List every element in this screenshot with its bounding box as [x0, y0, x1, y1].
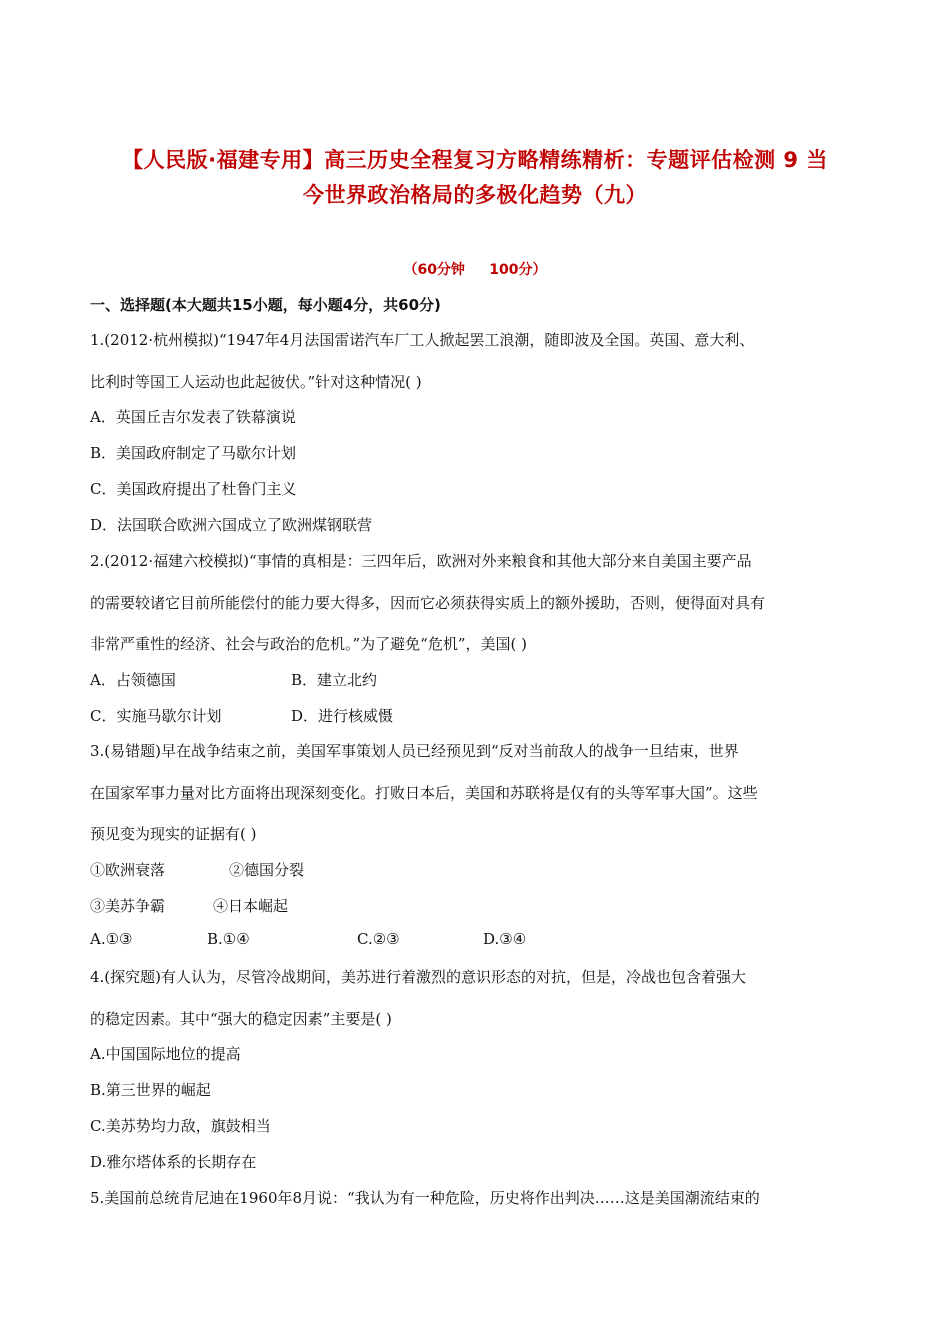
option-d[interactable]: D．进行核威慑 [291, 707, 394, 725]
section-heading: 一、选择题(本大题共15小题，每小题4分，共60分) [90, 296, 441, 314]
question-stem-line: 3.(易错题)早在战争结束之前，美国军事策划人员已经预见到“反对当前敌人的战争一旦结束，世界 [90, 742, 739, 760]
option-b[interactable]: B.第三世界的崛起 [90, 1081, 211, 1099]
option-d[interactable]: D.雅尔塔体系的长期存在 [90, 1153, 257, 1171]
statement-2: ②德国分裂 [229, 861, 305, 879]
question-stem-line: 预见变为现实的证据有( ) [90, 825, 257, 843]
question-stem-line: 比利时等国工人运动也此起彼伏。”针对这种情况( ) [90, 373, 422, 391]
option-b[interactable]: B．建立北约 [291, 671, 378, 689]
title-line-2: 今世界政治格局的多极化趋势（九） [303, 183, 647, 207]
question-stem-line: 1.(2012·杭州模拟)“1947年4月法国雷诺汽车厂工人掀起罢工浪潮，随即波及全国。英国、意大利、 [90, 331, 755, 349]
statement-3: ③美苏争霸 [90, 897, 166, 915]
option-b[interactable]: B.①④ [207, 930, 250, 948]
question-stem-line: 非常严重性的经济、社会与政治的危机。”为了避免“危机”，美国( ) [90, 635, 527, 653]
option-a[interactable]: A．英国丘吉尔发表了铁幕演说 [90, 408, 296, 426]
question-stem-line: 4.(探究题)有人认为，尽管冷战期间，美苏进行着激烈的意识形态的对抗，但是，冷战也包含着强大 [90, 968, 747, 986]
statement-4: ④日本崛起 [213, 897, 289, 915]
option-c[interactable]: C．实施马歇尔计划 [90, 707, 222, 725]
question-stem-line: 5.美国前总统肯尼迪在1960年8月说：“我认为有一种危险，历史将作出判决……这是美国潮流结束的 [90, 1189, 760, 1207]
question-stem-line: 在国家军事力量对比方面将出现深刻变化。打败日本后，美国和苏联将是仅有的头等军事大国”。这些 [90, 784, 758, 802]
question-stem-line: 2.(2012·福建六校模拟)“事情的真相是：三四年后，欧洲对外来粮食和其他大部分来自美国主要产品 [90, 552, 752, 570]
statement-1: ①欧洲衰落 [90, 861, 166, 879]
question-stem-line: 的稳定因素。其中“强大的稳定因素”主要是( ) [90, 1010, 392, 1028]
title-line-1: 【人民版·福建专用】高三历史全程复习方略精练精析：专题评估检测 9 当 [122, 148, 828, 172]
option-d[interactable]: D.③④ [483, 930, 527, 948]
option-b[interactable]: B．美国政府制定了马歇尔计划 [90, 444, 297, 462]
option-a[interactable]: A.中国国际地位的提高 [90, 1045, 241, 1063]
document-title [88, 143, 862, 213]
option-c[interactable]: C．美国政府提出了杜鲁门主义 [90, 480, 297, 498]
question-stem-line: 的需要较诸它目前所能偿付的能力要大得多，因而它必须获得实质上的额外援助，否则，便得面对具有 [90, 594, 766, 612]
exam-duration-score: （60分钟 100分） [403, 262, 547, 278]
option-a[interactable]: A．占领德国 [90, 671, 176, 689]
option-d[interactable]: D．法国联合欧洲六国成立了欧洲煤钢联营 [90, 516, 373, 534]
option-c[interactable]: C.②③ [357, 930, 400, 948]
option-a[interactable]: A.①③ [90, 930, 133, 948]
option-c[interactable]: C.美苏势均力敌，旗鼓相当 [90, 1117, 271, 1135]
